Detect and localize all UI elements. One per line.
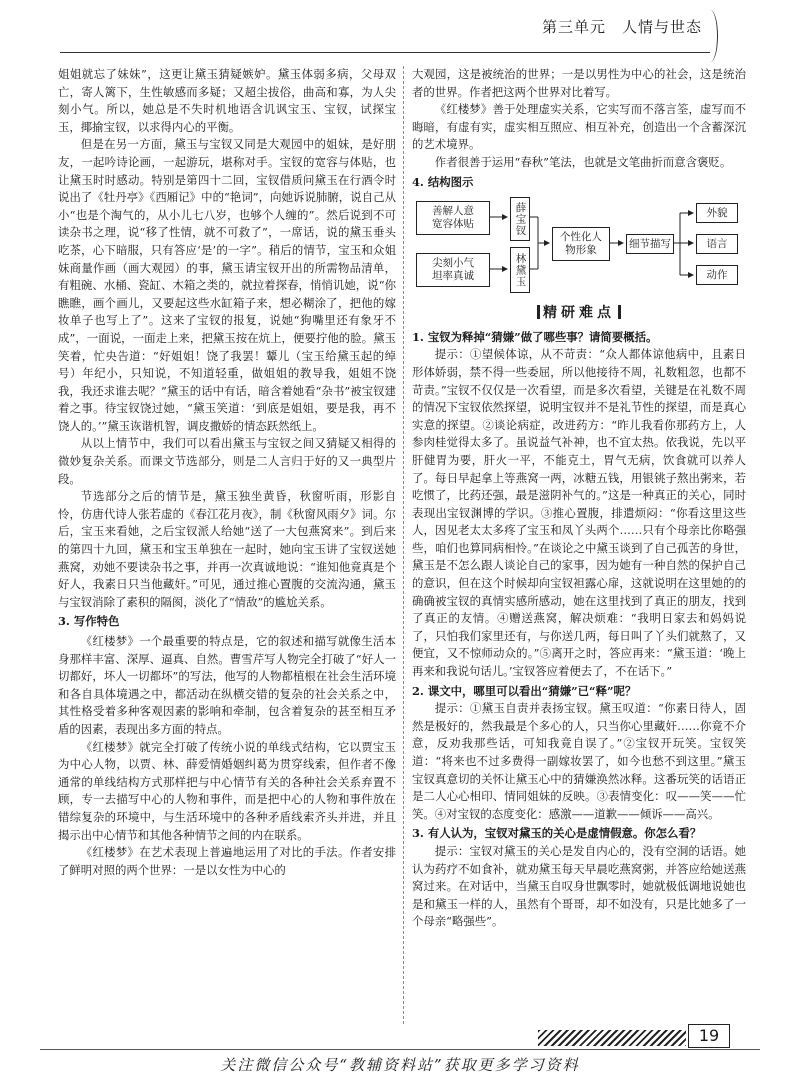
footer-rule (40, 1049, 760, 1050)
structure-diagram (412, 197, 746, 297)
right-column (412, 66, 746, 931)
header-bracket-decoration (703, 10, 718, 62)
trait-box-bottom: 尖刻小气 坦率真诚 (416, 253, 490, 287)
paragraph: 《红楼梦》在艺术表现上普遍地运用了对比的手法。作者安排了鲜明对照的两个世界：一是以女性为中心的 (58, 845, 396, 877)
page-number: 19 (688, 1024, 730, 1048)
paragraph: 从以上情节中，我们可以看出黛玉与宝钗之间又猜疑又相得的微妙复杂关系。而课文节选部分，则是二人言归于好的又一典型片段。 (58, 436, 396, 486)
character-box-baochai: 薛宝钗 (510, 197, 530, 241)
unit-title: 第三单元 人情与世态 (541, 18, 702, 36)
answer-2: 提示：①黛玉自责并表扬宝钗。黛玉叹道：“你素日待人，固然是极好的，然我最是个多心的人，只当你心里藏奸……你竟不介意，反劝我那些话，可知我竟自误了。”②宝钗开玩笑。宝钗笑道：“将来也不过多费得一副嫁妆罢了，如今也愁不到这里。”黛玉宝钗真意切的关怀让黛玉心中的猜嫌涣然冰释。这番玩笑的话语正是二人心心相印、情同姐妹的反映。③表情变化：叹——笑——忙笑。④对宝钗的态度变化：感激——道歉——倾诉——高兴。 (412, 701, 746, 821)
paragraph: 《红楼梦》善于处理虚实关系，它实写而不落言筌，虚写而不晦暗，有虚有实，虚实相互照应、相互补充，创造出一个含蓄深沉的艺术境界。 (412, 102, 746, 152)
paragraph: 大观园，这是被统治的世界；一是以男性为中心的社会，这是统治者的世界。作者把这两个世界对比着写。 (412, 67, 746, 99)
section-heading-structure-diagram: 4. 结构图示 (412, 174, 474, 189)
left-column (58, 66, 396, 879)
paragraph: 姐姐就忘了妹妹”，这更让黛玉猜疑嫉妒。黛玉体弱多病，父母双亡，寄人篱下，生性敏感而多疑；又超尘拔俗，曲高和寡，为人尖刻小气。所以，她总是不失时机地语含讥讽宝玉、宝钗，试探宝玉，揶揄宝钗，以求得内心的平衡。 (58, 67, 396, 134)
title-bar-right (618, 305, 621, 319)
question-3: 3. 有人认为，宝钗对黛玉的关心是虚情假意。你怎么看？ (412, 826, 702, 841)
answer-1: 提示：①望候体谅，从不苛责：“众人都体谅他病中，且素日形体娇弱，禁不得一些委屈，所以他接待不周，礼数粗忽，也都不苛责。”宝钗不仅仅是一次看望，而是多次看望，关键是在礼数不周的情况下宝钗依然探望，说明宝钗并不是礼节性的探望，而是真心实意的探望。②谈论病症，改进药方：“昨儿我看你那药方上，人参肉桂觉得太多了。虽说益气补神，也不宜太热。依我说，先以平肝健胃为要，肝火一平，不能克土，胃气无病，饮食就可以养人了。每日早起拿上等燕窝一两，冰糖五钱，用银铫子熬出粥来，若吃惯了，比药还强，最是滋阴补气的。”这是一种真正的关心，同时表现出宝钗渊博的学识。③推心置腹，排遣烦闷：“你看这里这些人，因见老太太多疼了宝玉和凤丫头两个……只有个母亲比你略强些，咱们也算同病相怜。”在谈论之中黛玉谈到了自己孤苦的身世，黛玉是不怎么跟人谈论自己的家事，因为她有一种自然的保护自己的意识，但在这个时候却向宝钗袒露心扉，这就说明在这里她的的确确被宝钗的真情实感所感动，她在这里找到了真正的朋友，找到了真正的友情。④赠送燕窝，解决烦难：“我明日家去和妈妈说了，只怕我们家里还有，与你送几两，每日叫了丫头们就熬了，又便宜，又不惊师动众的。”⑤离开之时，答应再来：“黛玉道：‘晚上再来和我说句话儿。’宝钗答应着便去了，不在话下。” (412, 347, 747, 679)
paragraph: 《红楼梦》就完全打破了传统小说的单线式结构，它以贾宝玉为中心人物，以贾、林、薛爱情婚姻纠葛为贯穿线索，但作者不像通常的单线结构方式那样把与中心情节有关的各种社会关系弃置不顾，专一去描写中心的人物和事件，而是把中心的人物和事件放在错综复杂的环境中，与生活环境中的各种矛盾线索齐头并进，并且揭示出中心情节和其他各种情节之间的内在联系。 (58, 739, 396, 842)
page-header (540, 16, 720, 56)
paragraph: 但是在另一方面，黛玉与宝钗又同是大观园中的姐妹，是好朋友，一起吟诗论画，一起游玩，堪称对手。宝钗的宽容与体贴，也让黛玉时时感动。特别是第四十二回，宝钗借质问黛玉在行酒令时说出了《牡丹亭》《西厢记》中的“艳词”，向她诉说肺腑，说自己从小“也是个淘气的，从小儿七八岁，也够个人缠的”。然后说到不可读杂书之理，说“移了性情，就不可救了”，一席话，说的黛玉垂头吃茶，心下暗服，只有答应‘是’的一字”。稍后的情节，宝玉和众姐妹商量作画（画大观园）的事，黛玉请宝钗开出的所需物品清单，有粗碗、水桶、瓷缸、木箱之类的，就拉着探春，悄悄讥她，说“你瞧瞧，画个画儿，又要起这些水缸箱子来，想必糊涂了，把他的嫁妆单子也写上了”。这来了宝钗的报复，说她“狗嘴里还有象牙不成”，一面说，一面走上来，把黛玉按在炕上，便要拧他的脸。黛玉笑着，忙央告道：“好姐姐！饶了我罢！颦儿（宝玉给黛玉起的绰号）年纪小，只知说，不知道轻重，做姐姐的教导我，姐姐不饶我，我还求谁去呢？”黛玉的话中有话，暗含着她看“杂书”被宝钗建着之事。待宝钗饶过她，“黛玉笑道：‘到底是姐姐，要是我，再不饶人的。’”黛玉诙谐机智，调皮撒娇的情态跃然纸上。 (58, 137, 396, 433)
footer-promo-text: 关注微信公众号“教辅资料站”获取更多学习资料 (220, 1056, 580, 1074)
header-rule (60, 52, 710, 53)
question-1: 1. 宝钗为释掉“猜嫌”做了哪些事？请简要概括。 (412, 329, 658, 344)
column-divider (403, 66, 404, 1024)
character-box-daiyu: 林黛玉 (510, 247, 530, 293)
method-box-detail-description: 细节描写 (626, 234, 674, 254)
question-2: 2. 课文中，哪里可以看出“猜嫌”已“释”呢？ (412, 683, 637, 698)
footer-hatch-decoration (538, 1030, 686, 1046)
paragraph: 《红楼梦》一个最重要的特点是，它的叙述和描写就像生活本身那样丰富、深厚、逼真、自然。曹雪芹写人物完全打破了“好人一切都好，坏人一切都坏”的写法，他写的人物都植根在社会生活环境和各自具体境遇之中，都活动在纵横交错的复杂的社会关系之中，其性格受着多种客观因素的影响和牵制，包含着复杂的甚至相互矛盾的因素，表现出多方面的特点。 (58, 634, 396, 736)
title-bar-left (537, 305, 540, 319)
paragraph: 作者很善于运用“春秋”笔法，也就是文笔曲折而意含褒贬。 (434, 154, 732, 169)
output-box-language: 语言 (696, 234, 738, 254)
answer-3: 提示：宝钗对黛玉的关心是发自内心的，没有空洞的话语。她认为药疗不如食补，就劝黛玉每天早晨吃燕窝粥，并答应给她送燕窝过来。在对话中，当黛玉自叹身世飘零时，她就极低调地说她也是和黛玉一样的人，虽然有个哥哥，却不如没有，只是比她多了一个母亲“略强些”。 (412, 843, 746, 929)
output-box-appearance: 外貌 (696, 203, 738, 223)
paragraph: 节选部分之后的情节是，黛玉独坐黄昏，秋窗听雨，形影自怜，仿唐代诗人张若虚的《春江花月夜》，制《秋窗风雨夕》词。尔后，宝玉来看她，之后宝钗派人给她“送了一大包燕窝来”。到后来的第四十九回，黛玉和宝玉单独在一起时，她向宝玉讲了宝钗送她燕窝，劝她不要读杂书之事，并再一次真诚地说：“谁知他竟真是个好人，我素日只当他藏奸。”可见，通过推心置腹的交流沟通，黛玉与宝钗消除了素积的隔阂，淡化了“情敌”的尴尬关系。 (58, 489, 396, 609)
section-heading-writing-features: 3. 写作特色 (58, 614, 120, 629)
section-title: 精研难点 (412, 305, 746, 323)
output-box-action: 动作 (696, 265, 738, 285)
trait-box-top: 善解人意 宽容体贴 (416, 201, 490, 235)
center-box-personalized-characters: 个性化人 物形象 (552, 227, 610, 261)
